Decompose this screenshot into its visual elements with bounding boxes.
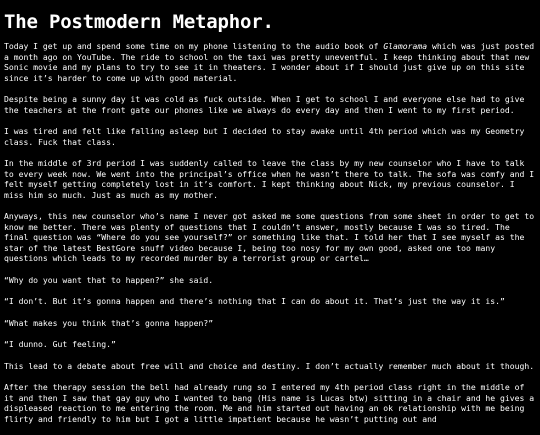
dialogue-line: “I dunno. Gut feeling.” [4,339,116,349]
paragraph-text: which was just posted a month ago on YouTube. The ride to school on the taxi was pretty uneventful. I keep thinking about that new Sonic movie and my plans to try to see it in theaters. I wonder about if I should just give up on this site since it’s harder to come up with good material. [4,41,535,83]
post-paragraph [4,41,538,83]
post-paragraph: Despite being a sunny day it was cold as fuck outside. When I get to school I and everyone else had to give the teachers at the front gate our phones like we always do every day and then I went to my first period. [4,94,525,115]
post-title: The Postmodern Metaphor. [4,11,274,33]
book-title: Glamorama [383,41,428,51]
paragraph-text: Today I get up and spend some time on my phone listening to the audio book of [4,41,384,51]
post-paragraph: Anyways, this new counselor who’s name I never got asked me some questions from some sheet in order to get to know me better. There was plenty of questions that I couldn’t answer, mostly because I was so tired. The final question was “Where do you see yourself?” or something like that. I told her that I see myself as the star of the latest BestGore snuff video because I, being too nosy for my own good, asked one too many questions which leads to my recorded murder by a terrorist group or cartel… [4,211,535,263]
dialogue-line: “What makes you think that’s gonna happen?” [4,317,214,328]
post-paragraph: After the therapy session the bell had already rung so I entered my 4th period class right in the middle of it and then I saw that gay guy who I wanted to bang (His name is Lucas btw) sitting in a chair and he gives a displeased reaction to me entering the room. Me and him started out having an ok relationship with me being flirty and friendly to him but I got a little impatient because he wasn’t putting out and [4,382,535,424]
post-paragraph: This lead to a debate about free will and choice and destiny. I don’t actually remember much about it though. [4,360,535,371]
dialogue-line: “Why do you want that to happen?” she said. [4,274,214,285]
post-paragraph: I was tired and felt like falling asleep but I decided to stay awake until 4th period which was my Geometry class. Fuck that class. [4,126,525,147]
post-body [4,41,538,424]
blog-post [4,0,538,435]
dialogue-line: “I don’t. But it’s gonna happen and there’s nothing that I can do about it. That’s just the way it is.” [4,296,505,306]
post-paragraph: In the middle of 3rd period I was suddenly called to leave the class by my new counselor who I have to talk to every week now. We went into the principal’s office when he wasn’t there to talk. The sofa was comfy and I felt myself getting completely lost in it’s comfort. I kept thinking about Nick, my previous counselor. I miss him so much. Just as much as my mother. [4,158,535,200]
